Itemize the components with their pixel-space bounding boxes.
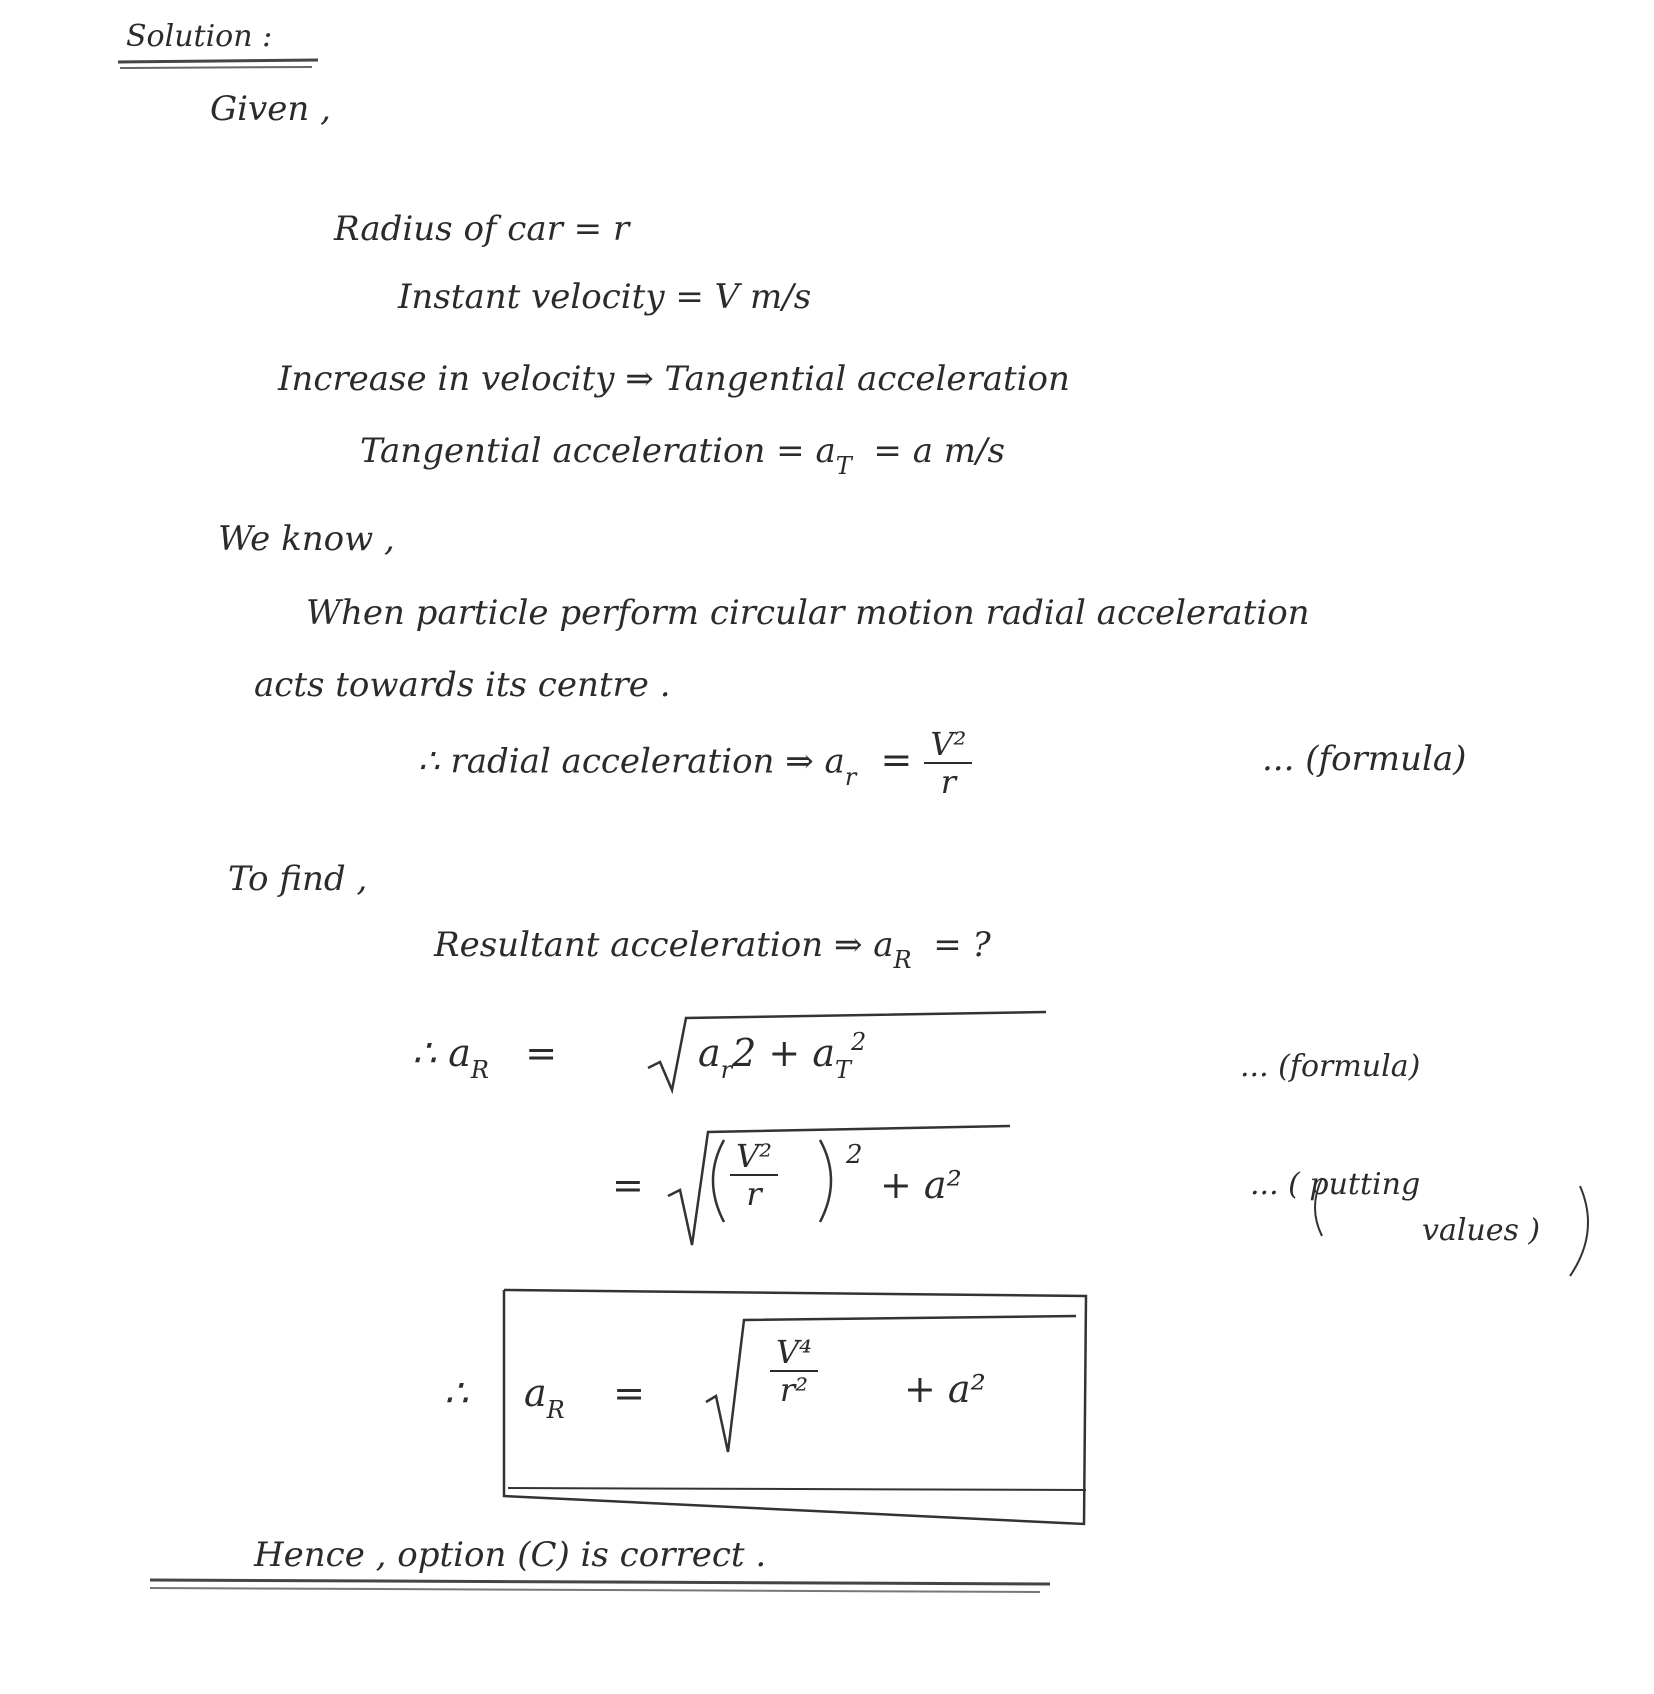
eq1-note: ... (formula) bbox=[1240, 1049, 1421, 1084]
tangential-subscript: T bbox=[835, 452, 852, 480]
final-a: a bbox=[524, 1371, 547, 1415]
final-fraction bbox=[770, 1333, 818, 1409]
final-denominator: r² bbox=[779, 1371, 809, 1409]
radial-numerator: V² bbox=[930, 725, 967, 763]
final-numerator: V⁴ bbox=[776, 1333, 812, 1371]
final-fraction-group bbox=[770, 1333, 818, 1409]
eq1-rad-end: 2 bbox=[851, 1028, 867, 1056]
conclusion: Hence , option (C) is correct . bbox=[254, 1535, 767, 1575]
heading-underline-2 bbox=[120, 67, 312, 68]
eq2-denominator: r bbox=[746, 1175, 762, 1213]
eq1-rad-mid: 2 + a bbox=[732, 1031, 835, 1075]
we-know-line1: When particle perform circular motion radial acceleration bbox=[306, 593, 1310, 633]
given-tangential bbox=[360, 431, 1005, 480]
eq2-equals: = bbox=[612, 1163, 644, 1207]
eq1-left: ∴ a bbox=[412, 1031, 471, 1075]
heading-underline bbox=[118, 60, 318, 62]
to-find-label: To find , bbox=[228, 859, 368, 899]
final-therefore: ∴ bbox=[444, 1371, 469, 1415]
given-label: Given , bbox=[210, 89, 331, 129]
radial-denominator: r bbox=[940, 763, 957, 801]
radial-subscript: r bbox=[844, 762, 857, 791]
final-lhs bbox=[524, 1371, 645, 1424]
resultant-subscript: R bbox=[893, 946, 912, 974]
resultant-right: = ? bbox=[933, 925, 991, 965]
given-increase: Increase in velocity ⇒ Tangential acceleration bbox=[278, 359, 1070, 399]
eq2-fraction bbox=[730, 1137, 778, 1213]
eq1-equals: = bbox=[525, 1031, 558, 1075]
eq1-radicand bbox=[698, 1028, 867, 1084]
we-know-label: We know , bbox=[218, 519, 395, 559]
radial-equals: = bbox=[880, 737, 913, 782]
given-velocity: Instant velocity = V m/s bbox=[398, 277, 812, 317]
eq1-left-side bbox=[412, 1031, 558, 1084]
final-equals: = bbox=[613, 1371, 645, 1415]
resultant-line bbox=[434, 925, 991, 974]
eq2-numerator: V² bbox=[736, 1137, 772, 1175]
solution-heading: Solution : bbox=[126, 19, 273, 54]
eq2-power: 2 bbox=[846, 1140, 863, 1170]
eq2-left-paren bbox=[713, 1140, 724, 1222]
conclusion-underline-2 bbox=[150, 1588, 1040, 1592]
radial-left: ∴ radial acceleration ⇒ a bbox=[418, 741, 845, 782]
eq2-note-b: values ) bbox=[1422, 1213, 1541, 1248]
eq2-note-a: ... ( putting bbox=[1250, 1167, 1421, 1202]
eq1-subscript: R bbox=[470, 1056, 489, 1084]
eq2-fraction-group bbox=[730, 1137, 778, 1213]
tangential-left: Tangential acceleration = a bbox=[360, 431, 836, 471]
answer-box-bottom bbox=[508, 1488, 1086, 1490]
final-subscript: R bbox=[546, 1396, 565, 1424]
eq1-rad-subscript: r bbox=[720, 1056, 733, 1084]
resultant-left: Resultant acceleration ⇒ a bbox=[434, 925, 894, 965]
eq2-plus: + a² bbox=[880, 1163, 962, 1207]
eq1-rad-a: a bbox=[698, 1031, 721, 1075]
we-know-line2: acts towards its centre . bbox=[254, 665, 671, 705]
final-plus: + a² bbox=[904, 1367, 986, 1411]
radial-formula bbox=[418, 725, 972, 801]
conclusion-underline bbox=[150, 1580, 1050, 1584]
given-radius: Radius of car = r bbox=[334, 209, 630, 249]
note-right-paren bbox=[1570, 1186, 1588, 1276]
radial-note: ... (formula) bbox=[1262, 739, 1467, 779]
eq1-rad-subscript-2: T bbox=[834, 1056, 851, 1084]
final-radical bbox=[706, 1316, 1076, 1452]
tangential-right: = a m/s bbox=[873, 431, 1005, 471]
radial-fraction bbox=[924, 725, 972, 801]
eq2-right-paren bbox=[820, 1140, 831, 1222]
